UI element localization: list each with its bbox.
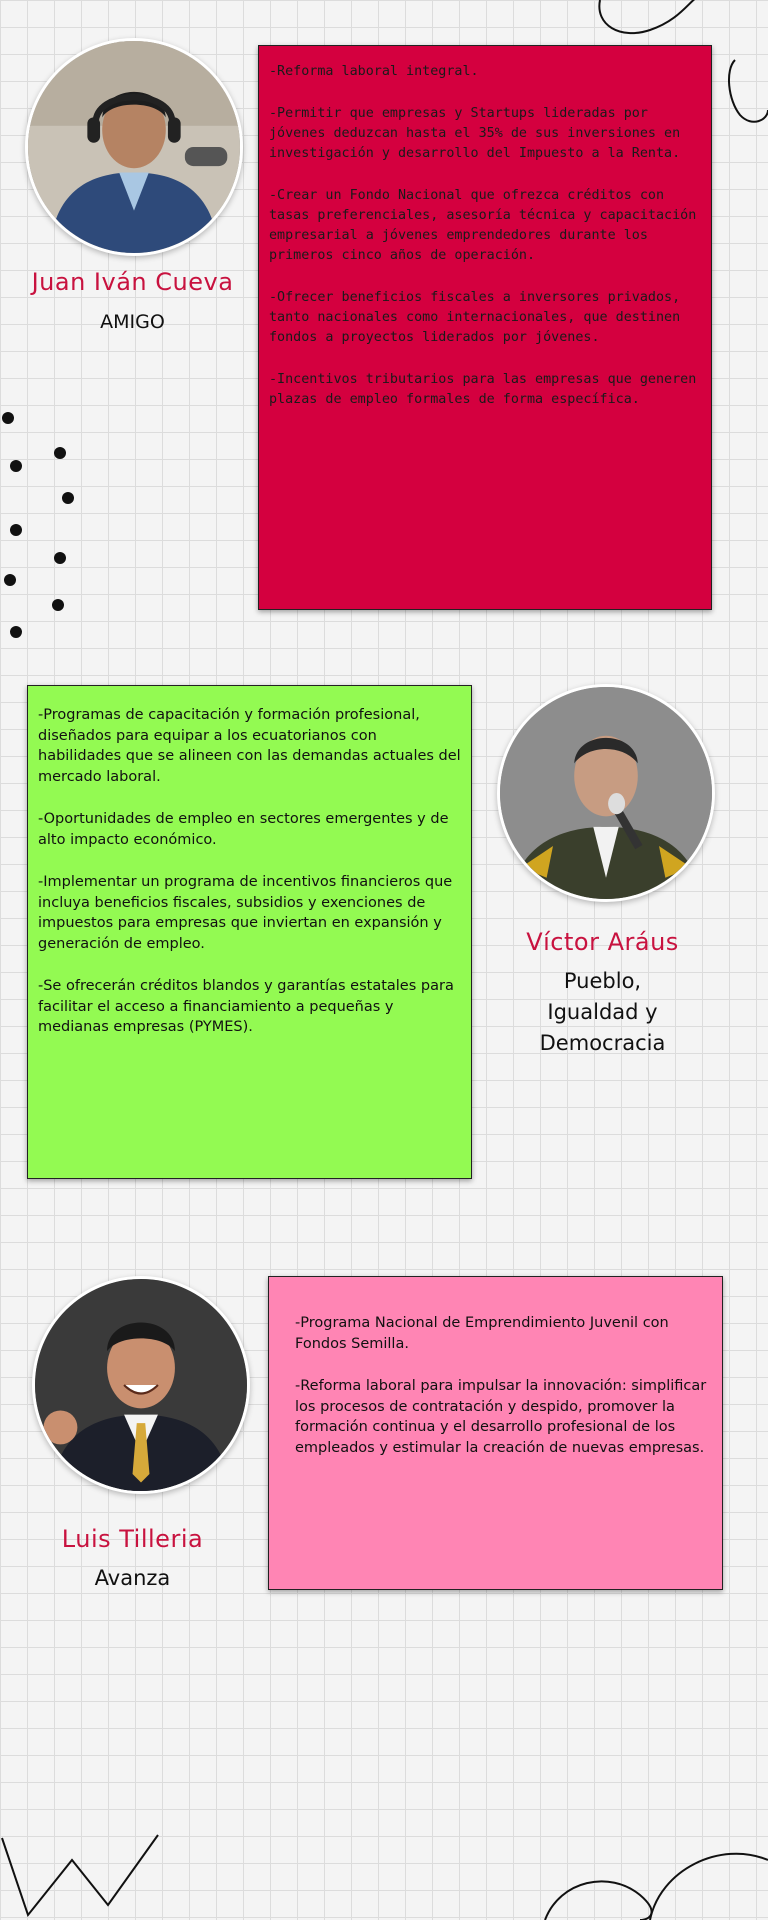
- candidate-name: Juan Iván Cueva: [31, 268, 234, 296]
- candidate-photo-luis: [32, 1276, 250, 1494]
- proposal-item: -Reforma laboral para impulsar la innovación: simplificar los procesos de contratación y despido, promover la formación continua y el desarrollo profesional de los empleados y estimular la creación de nuevas empresas.: [295, 1378, 707, 1456]
- proposal-item: -Ofrecer beneficios fiscales a inversores privados, tanto nacionales como internacionales, que destinen fondos a proyectos liderados por jóvenes.: [269, 290, 681, 345]
- proposals-box-luis: [268, 1276, 723, 1590]
- proposal-item: -Incentivos tributarios para las empresas que generen plazas de empleo formales de forma específica.: [269, 372, 697, 407]
- candidate-name: Luis Tilleria: [61, 1525, 204, 1553]
- proposal-item: -Programa Nacional de Emprendimiento Juvenil con Fondos Semilla.: [295, 1315, 669, 1352]
- person-icon: [28, 41, 240, 253]
- person-icon: [35, 1279, 247, 1491]
- proposals-box-victor: [27, 685, 472, 1179]
- proposal-item: -Implementar un programa de incentivos financieros que incluya beneficios fiscales, subsidios y exenciones de impuestos para empresas que inviertan en expansión y generación de empleo.: [38, 874, 453, 952]
- proposal-item: -Programas de capacitación y formación profesional, diseñados para equipar a los ecuatorianos con habilidades que se alineen con las demandas actuales del mercado laboral.: [38, 707, 461, 785]
- person-icon: [500, 687, 712, 899]
- candidate-photo-victor: [497, 684, 715, 902]
- candidate-party: AMIGO: [100, 311, 165, 333]
- candidate-name: Víctor Aráus: [526, 928, 679, 956]
- candidate-party: Avanza: [94, 1566, 171, 1590]
- proposal-item: -Permitir que empresas y Startups lideradas por jóvenes deduzcan hasta el 35% de sus inversiones en investigación y desarrollo del Impuesto a la Renta.: [269, 106, 681, 161]
- proposal-item: -Oportunidades de empleo en sectores emergentes y de alto impacto económico.: [38, 811, 449, 848]
- proposal-item: -Reforma laboral integral.: [269, 64, 479, 79]
- candidate-photo-juan: [25, 38, 243, 256]
- candidate-party: [490, 966, 715, 1059]
- party-name-text: Pueblo, Igualdad y Democracia: [539, 969, 666, 1055]
- proposal-item: -Crear un Fondo Nacional que ofrezca créditos con tasas preferenciales, asesoría técnica y capacitación empresarial a jóvenes emprendedores durante los primeros cinco años de operación.: [269, 188, 697, 263]
- proposals-box-juan: [258, 45, 712, 610]
- proposal-item: -Se ofrecerán créditos blandos y garantías estatales para facilitar el acceso a financiamiento a pequeñas y medianas empresas (PYMES).: [38, 978, 454, 1035]
